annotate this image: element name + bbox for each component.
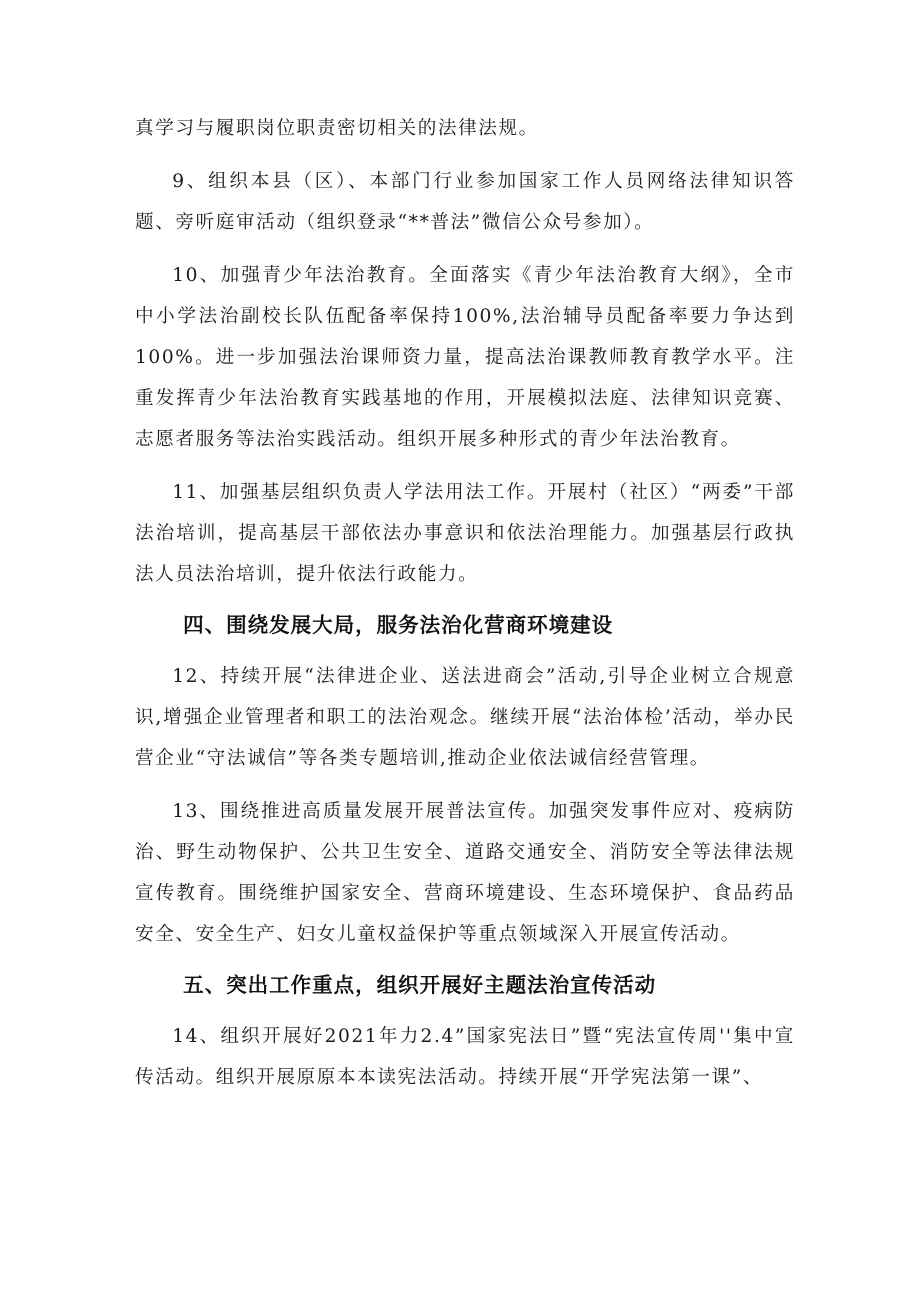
section-heading-4: 四、围绕发展大局，服务法治化营商环境建设 — [183, 613, 614, 637]
paragraph-item-9: 9、组织本县（区）、本部门行业参加国家工作人员网络法律知识答题、旁听庭审活动（组织登录“**普法”微信公众号参加）。 — [135, 171, 795, 233]
paragraph-item-11: 11、加强基层组织负责人学法用法工作。开展村（社区）“两委”干部法治培训，提高基层干部依法办事意识和依法治理能力。加强基层行政执法人员法治培训，提升依法行政能力。 — [135, 482, 795, 585]
paragraph-item-12: 12、持续开展“法律进企业、送法进商会”活动,引导企业树立合规意识,增强企业管理者和职工的法治观念。继续开展“法治体检’活动，举办民营企业“守法诚信”等各类专题培训,推动企业依法诚信经营管理。 — [135, 666, 795, 769]
paragraph-item-13: 13、围绕推进高质量发展开展普法宣传。加强突发事件应对、疫病防治、野生动物保护、公共卫生安全、道路交通安全、消防安全等法律法规宣传教育。围绕维护国家安全、营商环境建设、生态环境保护、食品药品安全、安全生产、妇女儿童权益保护等重点领域深入开展宣传活动。 — [135, 801, 795, 945]
paragraph-item-14: 14、组织开展好2021年力2.4”国家宪法日”暨“宪法宣传周''集中宣传活动。组织开展原原本本读宪法活动。持续开展“开学宪法第一课”、 — [135, 1026, 795, 1088]
paragraph-continued: 真学习与履职岗位职责密切相关的法律法规。 — [135, 118, 539, 139]
paragraph-item-10: 10、加强青少年法治教育。全面落实《青少年法治教育大纲》，全市中小学法治副校长队伍配备率保持100%,法治辅导员配备率要力争达到100%。进一步加强法治课师资力量，提高法治课教师教育教学水平。注重发挥青少年法治教育实践基地的作用，开展模拟法庭、法律知识竞赛、志愿者服务等法治实践活动。组织开展多种形式的青少年法治教育。 — [135, 265, 795, 450]
document-body — [135, 108, 795, 1098]
section-heading-5: 五、突出工作重点，组织开展好主题法治宣传活动 — [183, 973, 657, 997]
